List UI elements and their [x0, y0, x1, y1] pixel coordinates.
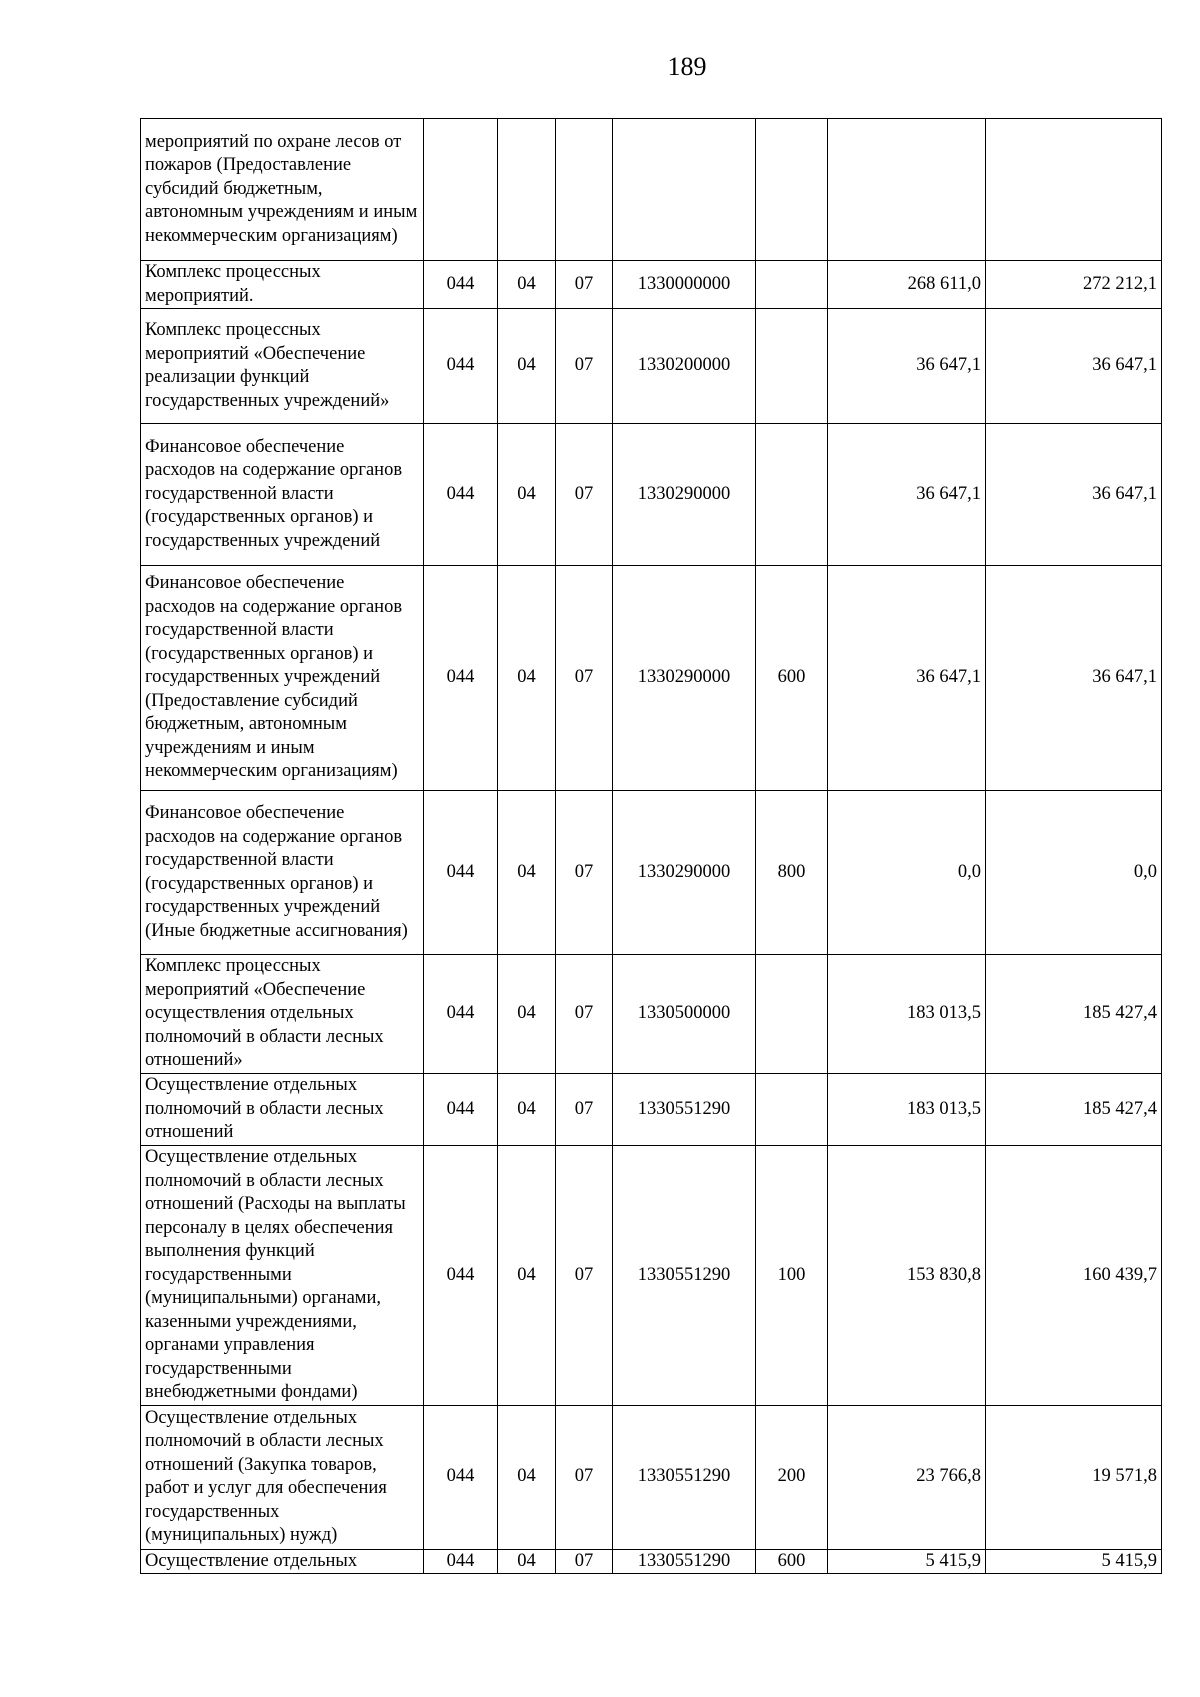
- row-amount-year1-cell: 153 830,8: [828, 1146, 986, 1406]
- row-grbs-cell: 044: [424, 261, 498, 309]
- row-expense-type-cell: [756, 119, 828, 261]
- row-target-article-cell: 1330290000: [613, 424, 756, 566]
- row-amount-year2-cell: 160 439,7: [986, 1146, 1162, 1406]
- row-grbs-cell: 044: [424, 1146, 498, 1406]
- row-expense-type-cell: 800: [756, 791, 828, 955]
- row-section-cell: 04: [498, 424, 556, 566]
- table-row: [141, 1146, 1162, 1406]
- table-row: [141, 955, 1162, 1074]
- row-amount-year2-cell: 185 427,4: [986, 1074, 1162, 1146]
- row-amount-year2-cell: 36 647,1: [986, 424, 1162, 566]
- row-amount-year1-cell: 183 013,5: [828, 1074, 986, 1146]
- row-section-cell: 04: [498, 309, 556, 424]
- row-section-cell: 04: [498, 1146, 556, 1406]
- row-section-cell: 04: [498, 1405, 556, 1549]
- row-subsection-cell: 07: [556, 1405, 613, 1549]
- row-amount-year1-cell: 36 647,1: [828, 424, 986, 566]
- row-expense-type-cell: 600: [756, 1549, 828, 1574]
- row-amount-year2-cell: [986, 119, 1162, 261]
- row-section-cell: 04: [498, 955, 556, 1074]
- row-amount-year1-cell: 23 766,8: [828, 1405, 986, 1549]
- row-expense-type-cell: 100: [756, 1146, 828, 1406]
- row-amount-year2-cell: 272 212,1: [986, 261, 1162, 309]
- row-name-cell: Осуществление отдельных полномочий в области лесных отношений (Закупка товаров, работ и услуг для обеспечения государственных (муниципальных) нужд): [141, 1405, 424, 1549]
- row-target-article-cell: 1330290000: [613, 566, 756, 791]
- row-name-cell: Комплекс процессных мероприятий.: [141, 261, 424, 309]
- table-row: [141, 261, 1162, 309]
- row-subsection-cell: 07: [556, 1074, 613, 1146]
- row-target-article-cell: 1330500000: [613, 955, 756, 1074]
- row-expense-type-cell: [756, 955, 828, 1074]
- row-section-cell: 04: [498, 1549, 556, 1574]
- row-section-cell: 04: [498, 261, 556, 309]
- table-row: [141, 1549, 1162, 1574]
- row-subsection-cell: 07: [556, 566, 613, 791]
- row-expense-type-cell: 200: [756, 1405, 828, 1549]
- row-subsection-cell: 07: [556, 791, 613, 955]
- row-name-cell: Финансовое обеспечение расходов на содержание органов государственной власти (государственных органов) и государственных учреждений (Иные бюджетные ассигнования): [141, 791, 424, 955]
- row-name-cell: Финансовое обеспечение расходов на содержание органов государственной власти (государственных органов) и государственных учреждений: [141, 424, 424, 566]
- row-amount-year1-cell: [828, 119, 986, 261]
- row-subsection-cell: 07: [556, 955, 613, 1074]
- row-expense-type-cell: [756, 1074, 828, 1146]
- table-row: [141, 1405, 1162, 1549]
- row-expense-type-cell: 600: [756, 566, 828, 791]
- row-target-article-cell: 1330551290: [613, 1074, 756, 1146]
- table-row: [141, 309, 1162, 424]
- row-expense-type-cell: [756, 424, 828, 566]
- row-amount-year1-cell: 36 647,1: [828, 309, 986, 424]
- row-subsection-cell: 07: [556, 1146, 613, 1406]
- row-grbs-cell: 044: [424, 955, 498, 1074]
- page-number: 189: [667, 52, 707, 81]
- row-grbs-cell: 044: [424, 1405, 498, 1549]
- row-name-cell: Осуществление отдельных полномочий в области лесных отношений (Расходы на выплаты персоналу в целях обеспечения выполнения функций государственными (муниципальными) органами, казенными учреждениями, органами управления государственными внебюджетными фондами): [141, 1146, 424, 1406]
- row-subsection-cell: 07: [556, 1549, 613, 1574]
- row-amount-year2-cell: 36 647,1: [986, 309, 1162, 424]
- row-grbs-cell: 044: [424, 309, 498, 424]
- row-section-cell: 04: [498, 566, 556, 791]
- row-amount-year1-cell: 268 611,0: [828, 261, 986, 309]
- row-grbs-cell: 044: [424, 424, 498, 566]
- row-subsection-cell: 07: [556, 309, 613, 424]
- row-amount-year2-cell: 0,0: [986, 791, 1162, 955]
- row-grbs-cell: [424, 119, 498, 261]
- row-amount-year1-cell: 0,0: [828, 791, 986, 955]
- table-row: [141, 566, 1162, 791]
- row-expense-type-cell: [756, 261, 828, 309]
- row-target-article-cell: 1330551290: [613, 1405, 756, 1549]
- row-amount-year2-cell: 5 415,9: [986, 1549, 1162, 1574]
- row-grbs-cell: 044: [424, 791, 498, 955]
- table-row: [141, 424, 1162, 566]
- table-body: [141, 119, 1162, 1574]
- row-subsection-cell: [556, 119, 613, 261]
- table-row: [141, 791, 1162, 955]
- budget-table: [140, 118, 1162, 1574]
- row-name-cell: Осуществление отдельных: [141, 1549, 424, 1574]
- row-section-cell: 04: [498, 791, 556, 955]
- row-grbs-cell: 044: [424, 566, 498, 791]
- row-subsection-cell: 07: [556, 424, 613, 566]
- row-section-cell: 04: [498, 1074, 556, 1146]
- row-expense-type-cell: [756, 309, 828, 424]
- row-target-article-cell: 1330290000: [613, 791, 756, 955]
- row-name-cell: Комплекс процессных мероприятий «Обеспечение осуществления отдельных полномочий в области лесных отношений»: [141, 955, 424, 1074]
- row-amount-year1-cell: 183 013,5: [828, 955, 986, 1074]
- row-target-article-cell: 1330200000: [613, 309, 756, 424]
- row-name-cell: мероприятий по охране лесов от пожаров (Предоставление субсидий бюджетным, автономным учреждениям и иным некоммерческим организациям): [141, 119, 424, 261]
- row-amount-year2-cell: 36 647,1: [986, 566, 1162, 791]
- row-grbs-cell: 044: [424, 1074, 498, 1146]
- row-target-article-cell: 1330551290: [613, 1549, 756, 1574]
- table-row: [141, 1074, 1162, 1146]
- row-name-cell: Финансовое обеспечение расходов на содержание органов государственной власти (государственных органов) и государственных учреждений (Предоставление субсидий бюджетным, автономным учреждениям и иным некоммерческим организациям): [141, 566, 424, 791]
- row-name-cell: Комплекс процессных мероприятий «Обеспечение реализации функций государственных учреждений»: [141, 309, 424, 424]
- row-grbs-cell: 044: [424, 1549, 498, 1574]
- row-target-article-cell: [613, 119, 756, 261]
- row-section-cell: [498, 119, 556, 261]
- row-amount-year2-cell: 19 571,8: [986, 1405, 1162, 1549]
- row-amount-year1-cell: 36 647,1: [828, 566, 986, 791]
- row-amount-year1-cell: 5 415,9: [828, 1549, 986, 1574]
- row-name-cell: Осуществление отдельных полномочий в области лесных отношений: [141, 1074, 424, 1146]
- row-target-article-cell: 1330000000: [613, 261, 756, 309]
- table-row: [141, 119, 1162, 261]
- row-subsection-cell: 07: [556, 261, 613, 309]
- row-amount-year2-cell: 185 427,4: [986, 955, 1162, 1074]
- row-target-article-cell: 1330551290: [613, 1146, 756, 1406]
